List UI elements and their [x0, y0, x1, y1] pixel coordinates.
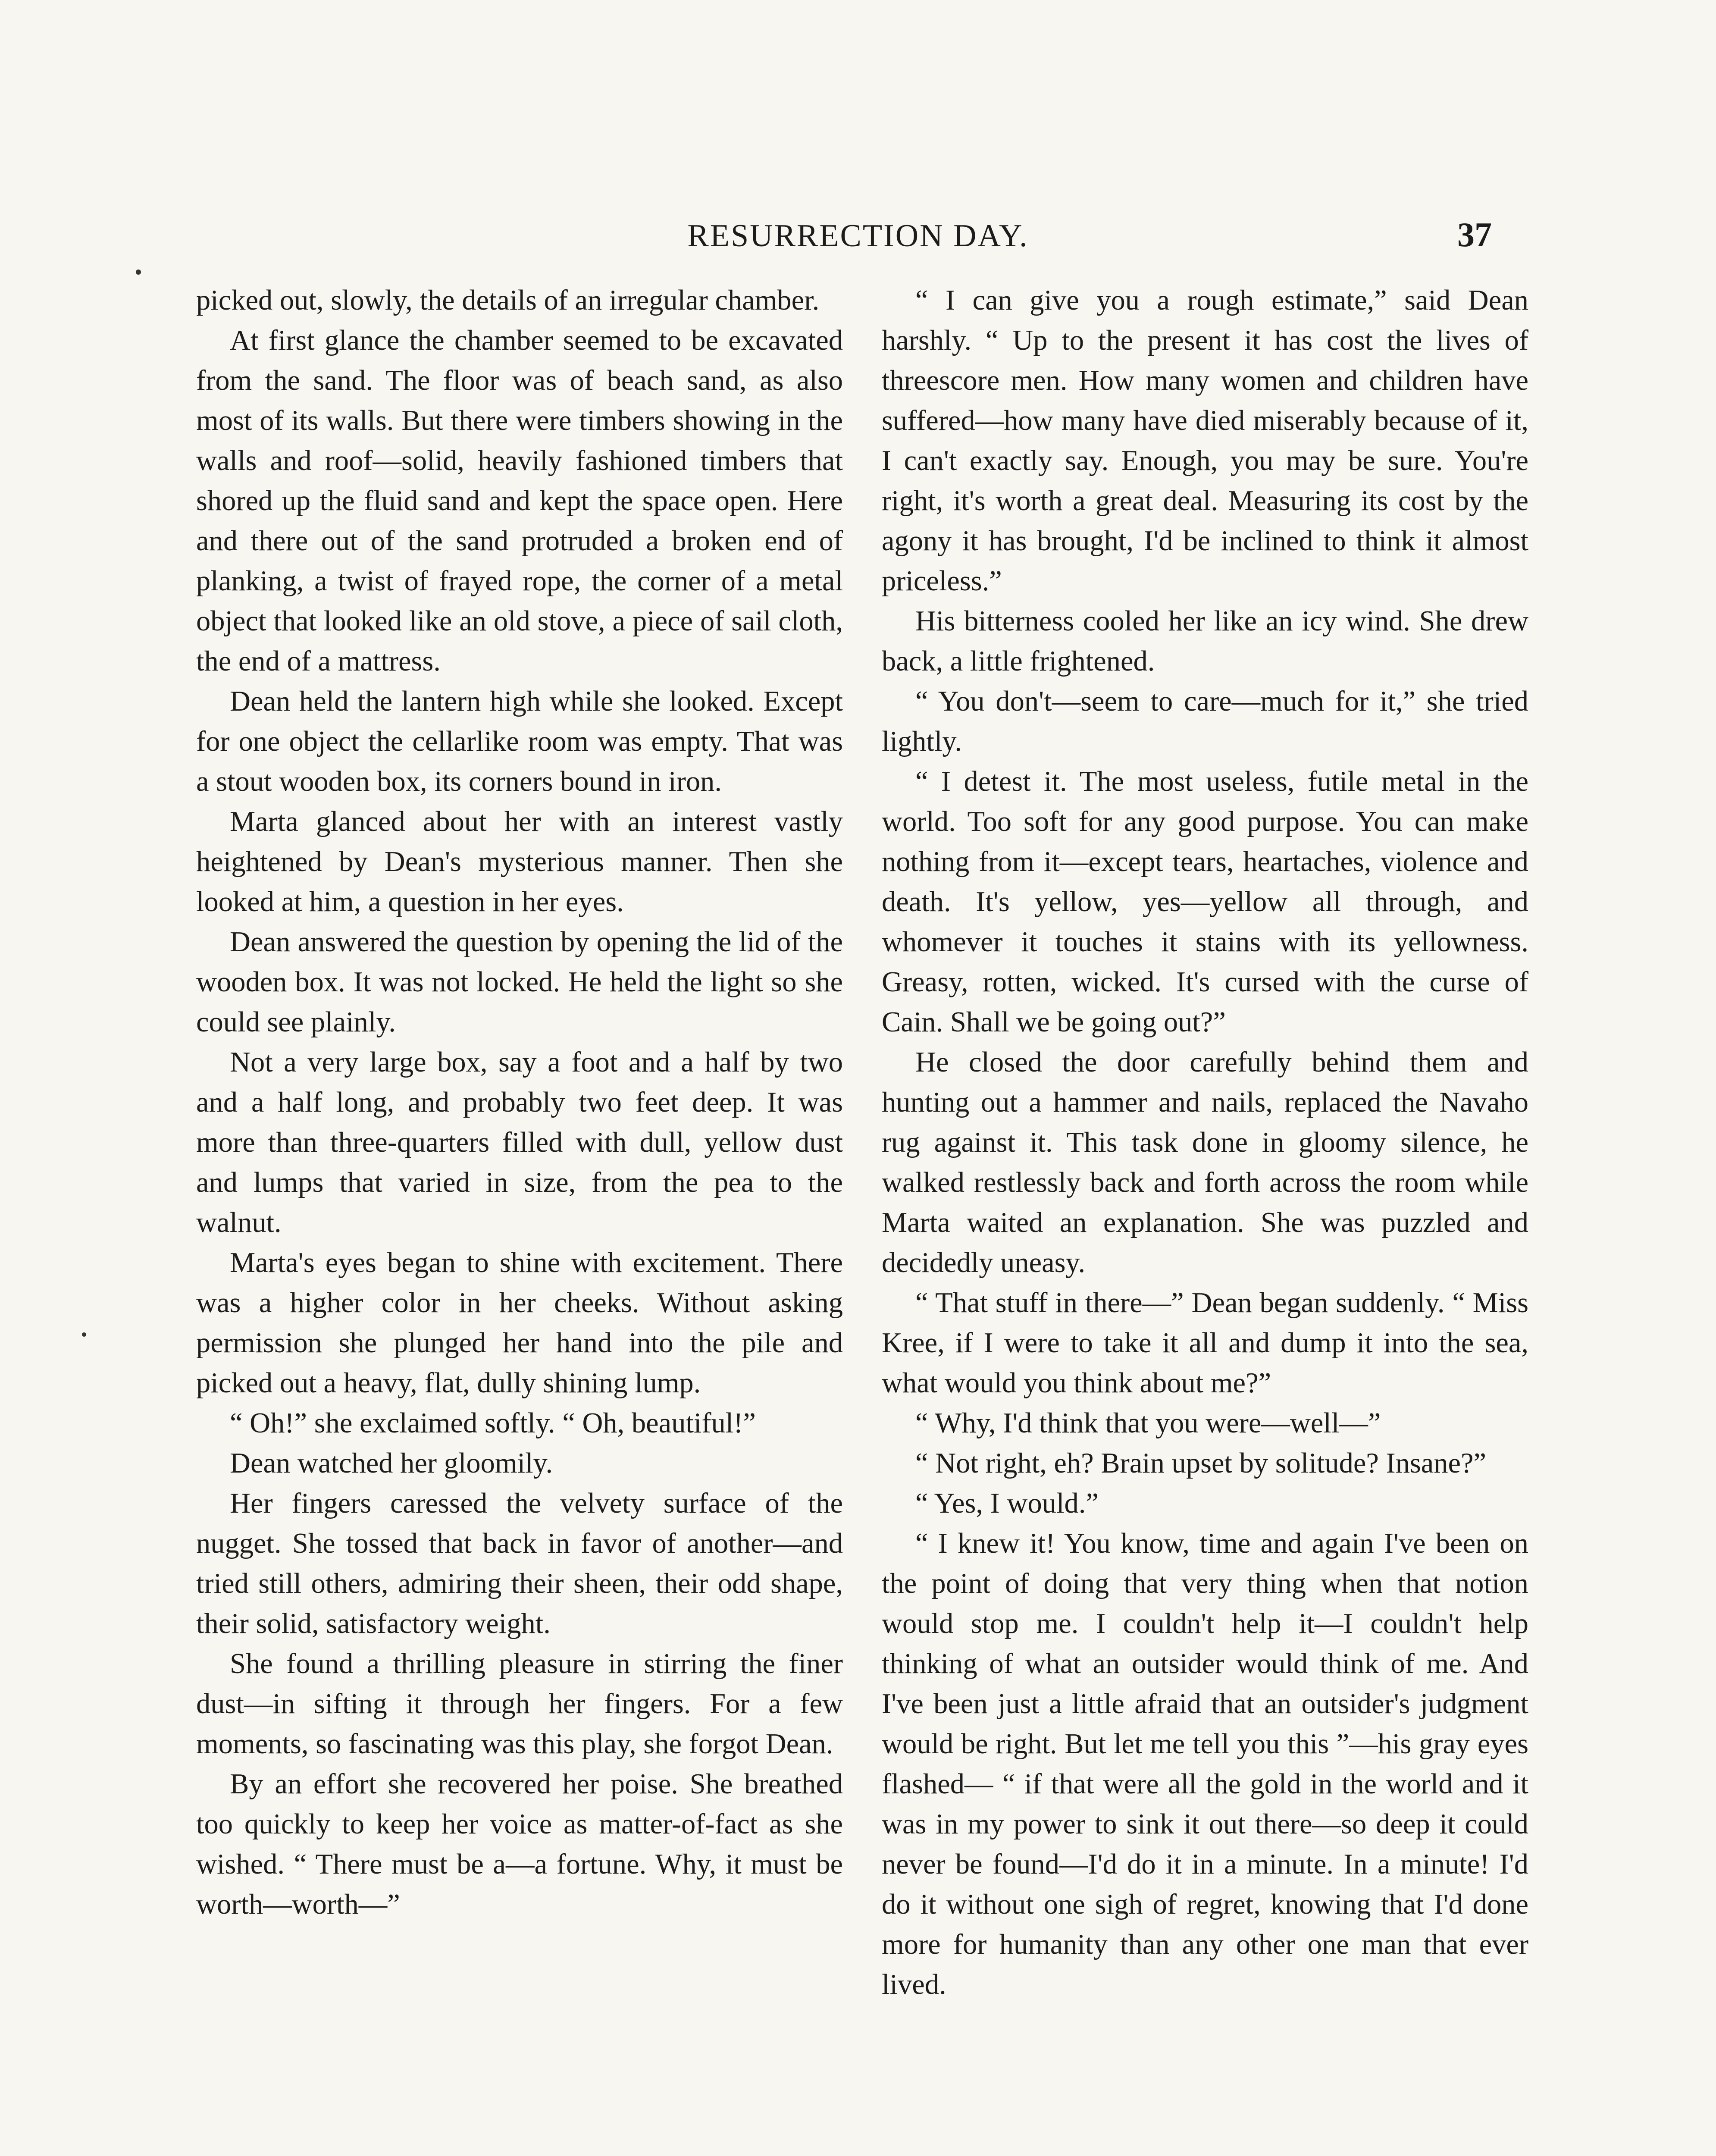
- paragraph: Dean answered the question by opening the lid of the wooden box. It was not locked. He held the light so she could see plainly.: [196, 926, 843, 1038]
- ink-speck: [82, 1332, 86, 1337]
- right-column: [882, 280, 1528, 2005]
- paragraph: Her fingers caressed the velvety surface of the nugget. She tossed that back in favor of another—and tried still others, admiring their sheen, their odd shape, their solid, satisfactory weight.: [196, 1488, 843, 1639]
- paragraph: “ Oh!” she exclaimed softly. “ Oh, beautiful!”: [230, 1407, 756, 1439]
- paragraph: “ Yes, I would.”: [915, 1488, 1099, 1519]
- paragraph: picked out, slowly, the details of an irregular chamber.: [196, 285, 820, 316]
- paragraph: Marta's eyes began to shine with excitement. There was a higher color in her cheeks. Without asking permission she plunged her hand into the pile and picked out a heavy, flat, dully shining lump.: [196, 1247, 843, 1399]
- paragraph: His bitterness cooled her like an icy wind. She drew back, a little frightened.: [882, 605, 1528, 677]
- paragraph: “ I can give you a rough estimate,” said Dean harshly. “ Up to the present it has cost the lives of threescore men. How many women and children have suffered—how many have died miserably because of it, I can't exactly say. Enough, you may be sure. You're right, it's worth a great deal. Measuring its cost by the agony it has brought, I'd be inclined to think it almost priceless.”: [882, 285, 1528, 597]
- paragraph: “ Why, I'd think that you were—well—”: [915, 1407, 1381, 1439]
- paragraph: She found a thrilling pleasure in stirring the finer dust—in sifting it through her fingers. For a few moments, so fascinating was this play, she forgot Dean.: [196, 1648, 843, 1760]
- paragraph: “ You don't—seem to care—much for it,” she tried lightly.: [882, 686, 1528, 757]
- paragraph: At first glance the chamber seemed to be excavated from the sand. The floor was of beach sand, as also most of its walls. But there were timbers showing in the walls and roof—solid, heavily fashioned timbers that shored up the fluid sand and kept the space open. Here and there out of the sand protruded a broken end of planking, a twist of frayed rope, the corner of a metal object that looked like an old stove, a piece of sail cloth, the end of a mattress.: [196, 325, 843, 677]
- paragraph: Dean held the lantern high while she looked. Except for one object the cellarlike room was empty. That was a stout wooden box, its corners bound in iron.: [196, 686, 843, 797]
- paragraph: Marta glanced about her with an interest vastly heightened by Dean's mysterious manner. Then she looked at him, a question in her eyes.: [196, 806, 843, 918]
- ink-speck: [136, 270, 141, 275]
- paragraph: Not a very large box, say a foot and a half by two and a half long, and probably two feet deep. It was more than three-quarters filled with dull, yellow dust and lumps that varied in size, from the pea to the walnut.: [196, 1047, 843, 1238]
- running-header: RESURRECTION DAY.: [687, 218, 1029, 254]
- left-column: [196, 280, 843, 1924]
- paragraph: Dean watched her gloomily.: [230, 1448, 553, 1479]
- paragraph: “ Not right, eh? Brain upset by solitude? Insane?”: [915, 1448, 1487, 1479]
- paragraph: “ That stuff in there—” Dean began suddenly. “ Miss Kree, if I were to take it all and dump it into the sea, what would you think about me?”: [882, 1287, 1528, 1399]
- paragraph: “ I detest it. The most useless, futile metal in the world. Too soft for any good purpose. You can make nothing from it—except tears, heartaches, violence and death. It's yellow, yes—yellow all through, and whomever it touches it stains with its yellowness. Greasy, rotten, wicked. It's cursed with the curse of Cain. Shall we be going out?”: [882, 766, 1528, 1038]
- paragraph: He closed the door carefully behind them and hunting out a hammer and nails, replaced the Navaho rug against it. This task done in gloomy silence, he walked restlessly back and forth across the room while Marta waited an explanation. She was puzzled and decidedly uneasy.: [882, 1047, 1528, 1279]
- paragraph: “ I knew it! You know, time and again I've been on the point of doing that very thing when that notion would stop me. I couldn't help it—I couldn't help thinking of what an outsider would think of me. And I've been just a little afraid that an outsider's judgment would be right. But let me tell you this ”—his gray eyes flashed— “ if that were all the gold in the world and it was in my power to sink it out there—so deep it could never be found—I'd do it in a minute. In a minute! I'd do it without one sigh of regret, knowing that I'd done more for humanity than any other one man that ever lived.: [882, 1528, 1528, 2000]
- page-number: 37: [1457, 216, 1492, 254]
- paragraph: By an effort she recovered her poise. She breathed too quickly to keep her voice as matter-of-fact as she wished. “ There must be a—a fortune. Why, it must be worth—worth—”: [196, 1768, 843, 1920]
